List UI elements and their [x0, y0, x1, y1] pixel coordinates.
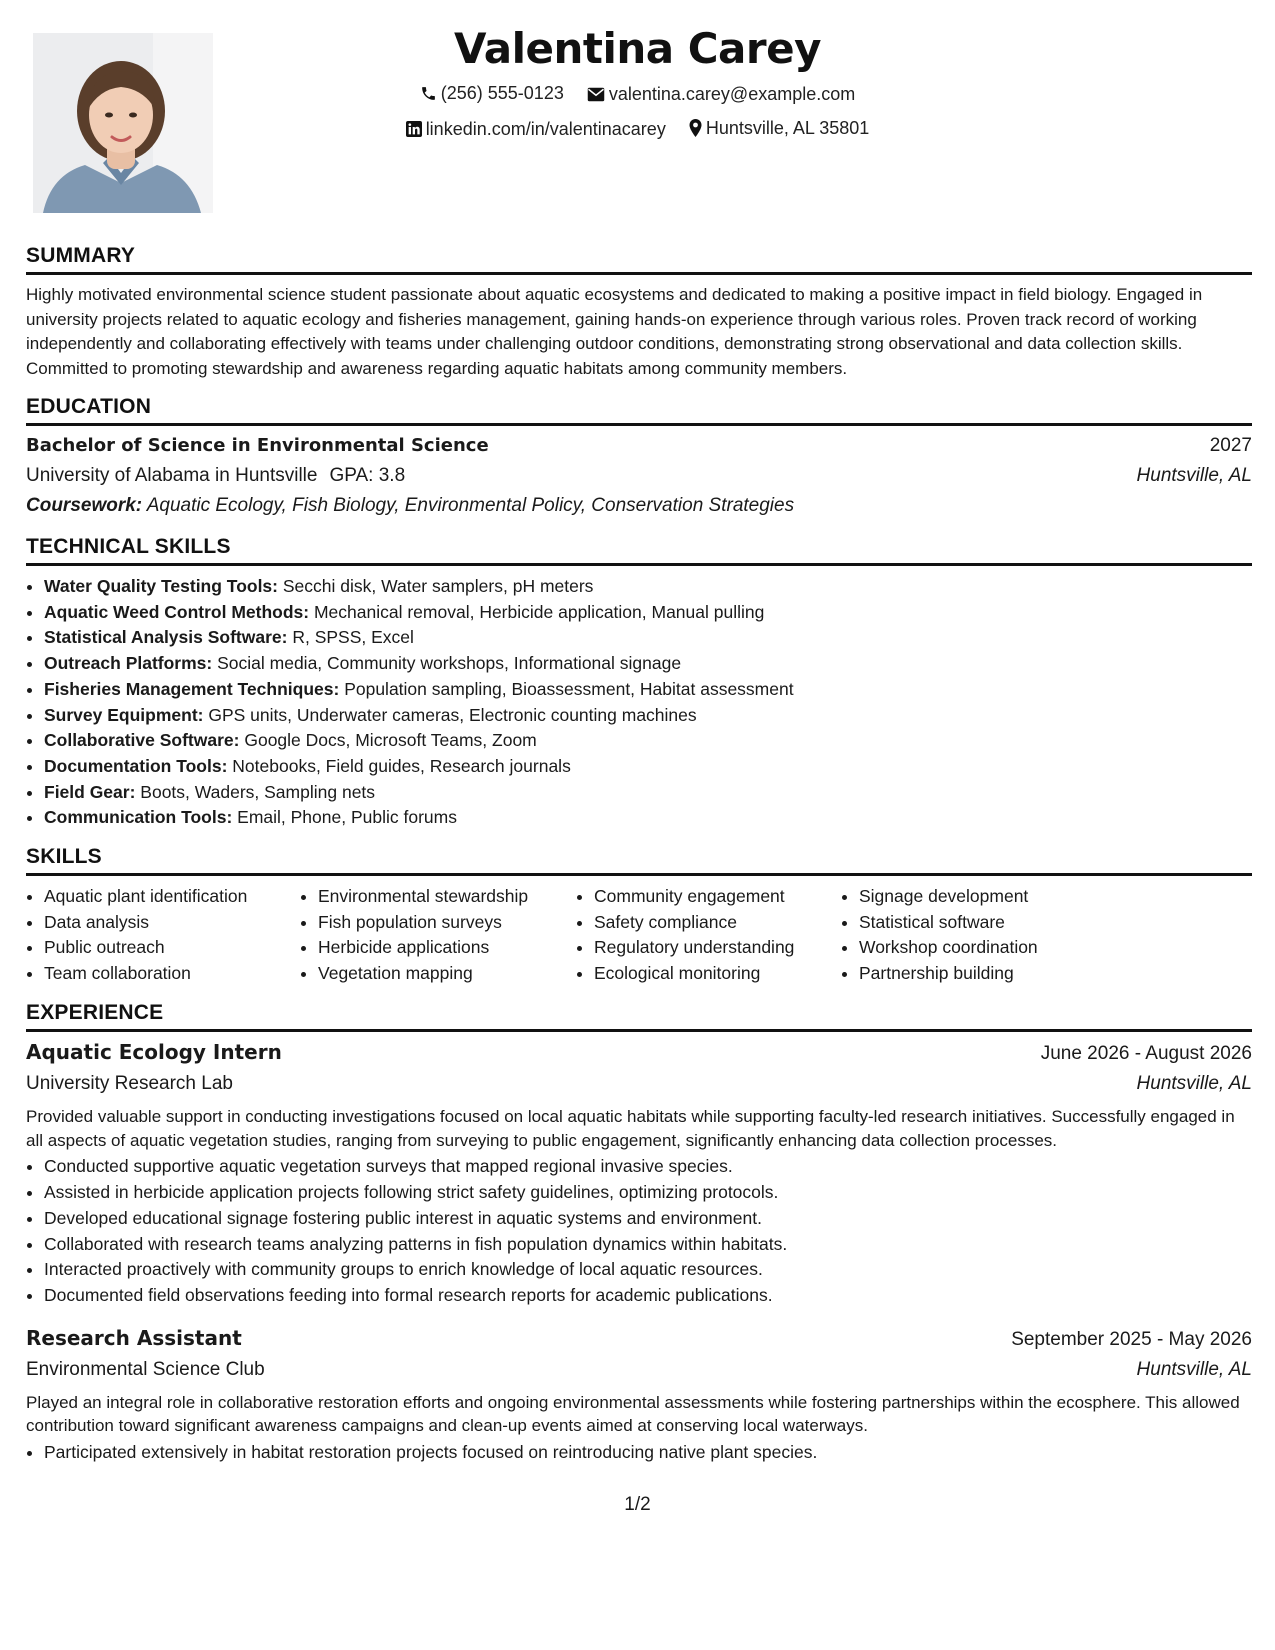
skills-column: [26, 884, 300, 987]
list-item: • Interacted proactively with community groups to enrich knowledge of local aquatic resources.: [44, 1257, 1252, 1283]
location-text: Huntsville, AL 35801: [705, 117, 870, 138]
technical-skills-list: [26, 574, 1252, 831]
list-item: [44, 780, 1252, 806]
list-item: • Signage development: [859, 884, 1099, 910]
skill-category: Fisheries Management Techniques:: [44, 678, 340, 699]
list-item: [44, 651, 1252, 677]
job-dates: June 2026 - August 2026: [1040, 1042, 1252, 1064]
skills-column: [576, 884, 841, 987]
skill-values: Social media, Community workshops, Informational signage: [217, 653, 682, 674]
section-title: SKILLS: [26, 845, 1252, 876]
job-title: Aquatic Ecology Intern: [26, 1039, 282, 1064]
job-location: Huntsville, AL: [1136, 1072, 1252, 1094]
job-entry: [26, 1323, 1252, 1466]
email-text[interactable]: valentina.carey@example.com: [608, 84, 856, 104]
job-organization: University Research Lab: [26, 1072, 233, 1094]
list-item: • Vegetation mapping: [318, 961, 576, 987]
list-item: • Documented field observations feeding into formal research reports for academic publications.: [44, 1283, 1252, 1309]
skill-values: R, SPSS, Excel: [292, 627, 414, 648]
skill-category: Water Quality Testing Tools:: [44, 576, 278, 596]
summary-section: [26, 244, 1252, 381]
list-item: • Collaborated with research teams analyzing patterns in fish population dynamics within habitats.: [44, 1232, 1252, 1258]
list-item: • Data analysis: [44, 910, 300, 936]
section-title: EDUCATION: [26, 395, 1252, 426]
technical-skills-section: [26, 535, 1252, 831]
job-description: Played an integral role in collaborative restoration efforts and ongoing environmental assessments while fostering partnerships within the ecosphere. This allowed contribution toward significant awareness campaigns and clean-up events aimed at conserving local waterways.: [26, 1392, 1240, 1436]
skill-category: Collaborative Software:: [44, 730, 240, 751]
coursework-list: Aquatic Ecology, Fish Biology, Environmental Policy, Conservation Strategies: [146, 495, 795, 516]
map-pin-icon: [689, 119, 702, 137]
list-item: • Conducted supportive aquatic vegetation surveys that mapped regional invasive species.: [44, 1154, 1252, 1180]
education-section: [26, 395, 1252, 521]
institution: University of Alabama in Huntsville: [26, 465, 318, 486]
list-item: [44, 728, 1252, 754]
skill-values: GPS units, Underwater cameras, Electronic counting machines: [208, 704, 697, 725]
job-bullets: [26, 1440, 1252, 1466]
skills-section: [26, 845, 1252, 987]
skill-values: Population sampling, Bioassessment, Habitat assessment: [344, 678, 794, 699]
skill-values: Notebooks, Field guides, Research journals: [232, 755, 571, 776]
skills-grid: [26, 884, 1252, 987]
list-item: • Public outreach: [44, 935, 300, 961]
job-dates: September 2025 - May 2026: [1011, 1328, 1252, 1350]
job-location: Huntsville, AL: [1136, 1358, 1252, 1380]
list-item: • Statistical software: [859, 910, 1099, 936]
skill-category: Field Gear:: [44, 781, 136, 802]
job-title: Research Assistant: [26, 1325, 242, 1350]
list-item: • Fish population surveys: [318, 910, 576, 936]
job-organization: Environmental Science Club: [26, 1358, 265, 1380]
list-item: [44, 574, 1252, 600]
summary-text: Highly motivated environmental science student passionate about aquatic ecosystems and dedicated to making a positive impact in field biology. Engaged in university projects related to aquatic ecology and fisheries management, gaining hands-on experience through various roles. Proven track record of working independently and collaborating effectively with teams under challenging outdoor conditions, demonstrating strong observational and data collection skills. Committed to promoting stewardship and awareness regarding aquatic habitats among community members.: [26, 285, 1203, 378]
gpa: GPA: 3.8: [329, 465, 406, 486]
section-title: TECHNICAL SKILLS: [26, 535, 1252, 566]
skill-category: Aquatic Weed Control Methods:: [44, 601, 310, 622]
resume-header: [230, 22, 1045, 142]
skill-values: Google Docs, Microsoft Teams, Zoom: [244, 730, 537, 751]
section-title: EXPERIENCE: [26, 1001, 1252, 1032]
linkedin-text[interactable]: linkedin.com/in/valentinacarey: [425, 118, 666, 139]
graduation-year: 2027: [1209, 435, 1252, 456]
list-item: [44, 625, 1252, 651]
list-item: • Community engagement: [594, 884, 841, 910]
list-item: [44, 754, 1252, 780]
skill-values: Mechanical removal, Herbicide application, Manual pulling: [313, 601, 765, 622]
list-item: [44, 600, 1252, 626]
list-item: • Regulatory understanding: [594, 935, 841, 961]
coursework-label: Coursework:: [26, 495, 143, 516]
list-item: • Assisted in herbicide application projects following strict safety guidelines, optimizing protocols.: [44, 1180, 1252, 1206]
list-item: • Developed educational signage fostering public interest in aquatic systems and environment.: [44, 1206, 1252, 1232]
contact-row-2: [230, 117, 1045, 142]
list-item: • Partnership building: [859, 961, 1099, 987]
list-item: [44, 703, 1252, 729]
profile-photo: [33, 33, 213, 213]
list-item: • Aquatic plant identification: [44, 884, 300, 910]
phone-contact: [420, 82, 564, 104]
page-number: 1/2: [624, 1494, 651, 1515]
skill-category: Communication Tools:: [44, 807, 233, 828]
portrait-illustration: [33, 33, 213, 213]
list-item: • Team collaboration: [44, 961, 300, 987]
list-item: • Ecological monitoring: [594, 961, 841, 987]
skills-column: [841, 884, 1099, 987]
experience-section: [26, 1001, 1252, 1466]
skill-category: Documentation Tools:: [44, 755, 228, 776]
skill-category: Outreach Platforms:: [44, 653, 213, 674]
list-item: • Participated extensively in habitat restoration projects focused on reintroducing native plant species.: [44, 1440, 1252, 1466]
job-entry: [26, 1037, 1252, 1309]
list-item: [44, 677, 1252, 703]
skill-values: Secchi disk, Water samplers, pH meters: [282, 576, 594, 596]
skill-values: Email, Phone, Public forums: [237, 807, 457, 828]
education-location: Huntsville, AL: [1136, 465, 1252, 486]
list-item: [44, 805, 1252, 831]
institution-line: [26, 461, 405, 491]
coursework: [26, 491, 1252, 521]
job-bullets: [26, 1154, 1252, 1308]
location-contact: [689, 117, 869, 139]
email-contact[interactable]: [587, 83, 855, 105]
phone-text: (256) 555-0123: [440, 83, 564, 103]
list-item: • Environmental stewardship: [318, 884, 576, 910]
section-title: SUMMARY: [26, 244, 1252, 275]
job-description: Provided valuable support in conducting investigations focused on local aquatic habitats while supporting faculty-led research initiatives. Successfully engaged in all aspects of aquatic vegetation studies, ranging from surveying to public engagement, significantly enhancing data collection processes.: [26, 1106, 1235, 1150]
skill-category: Survey Equipment:: [44, 704, 204, 725]
linkedin-contact[interactable]: [406, 118, 666, 140]
list-item: • Herbicide applications: [318, 935, 576, 961]
candidate-name: Valentina Carey: [454, 24, 821, 73]
list-item: • Workshop coordination: [859, 935, 1099, 961]
phone-icon: [420, 85, 437, 102]
list-item: • Safety compliance: [594, 910, 841, 936]
resume-content: [26, 244, 1252, 1480]
skill-category: Statistical Analysis Software:: [44, 627, 288, 648]
degree: Bachelor of Science in Environmental Science: [26, 435, 489, 456]
skills-column: [300, 884, 576, 987]
envelope-icon: [587, 87, 605, 102]
linkedin-icon: [406, 121, 422, 137]
contact-row-1: [230, 82, 1045, 107]
skill-values: Boots, Waders, Sampling nets: [140, 781, 376, 802]
